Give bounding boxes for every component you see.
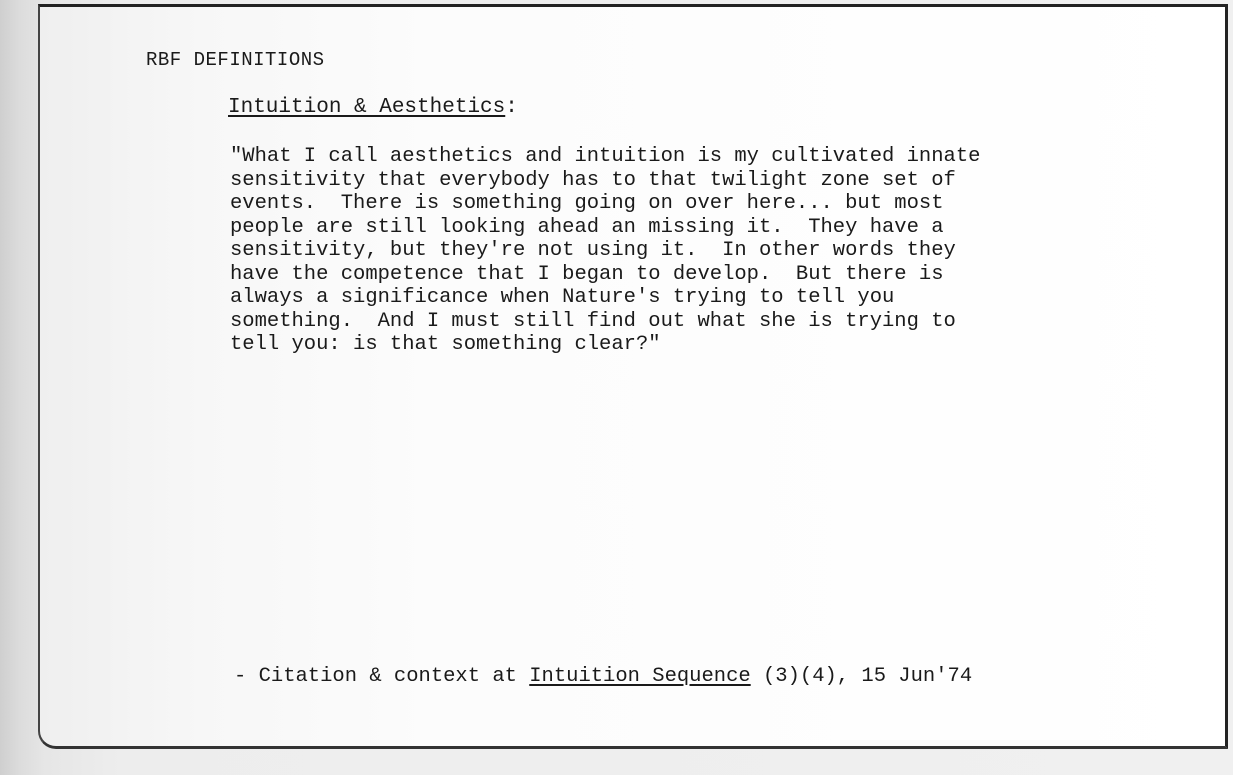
heading-colon: :	[505, 96, 518, 119]
citation-line	[234, 665, 972, 688]
definition-term: Intuition & Aesthetics	[228, 96, 506, 119]
document-header: RBF DEFINITIONS	[146, 49, 325, 71]
definition-quote: "What I call aesthetics and intuition is my cultivated innate sensitivity that everybody has to that twilight zone set of events. There is something going on over here... but most people are still looking ahead an missing it. They have a sensitivity, but they're not using it. In other words they have the competence that I began to develop. But there is always a significance when Nature's trying to tell you something. And I must still find out what she is trying to tell you: is that something clear?"	[230, 145, 981, 356]
citation-suffix: (3)(4), 15 Jun'74	[750, 665, 973, 688]
citation-prefix: - Citation & context at	[234, 665, 530, 688]
citation-link[interactable]: Intuition Sequence	[529, 665, 751, 688]
definition-card	[38, 4, 1228, 749]
definition-heading	[228, 96, 518, 119]
